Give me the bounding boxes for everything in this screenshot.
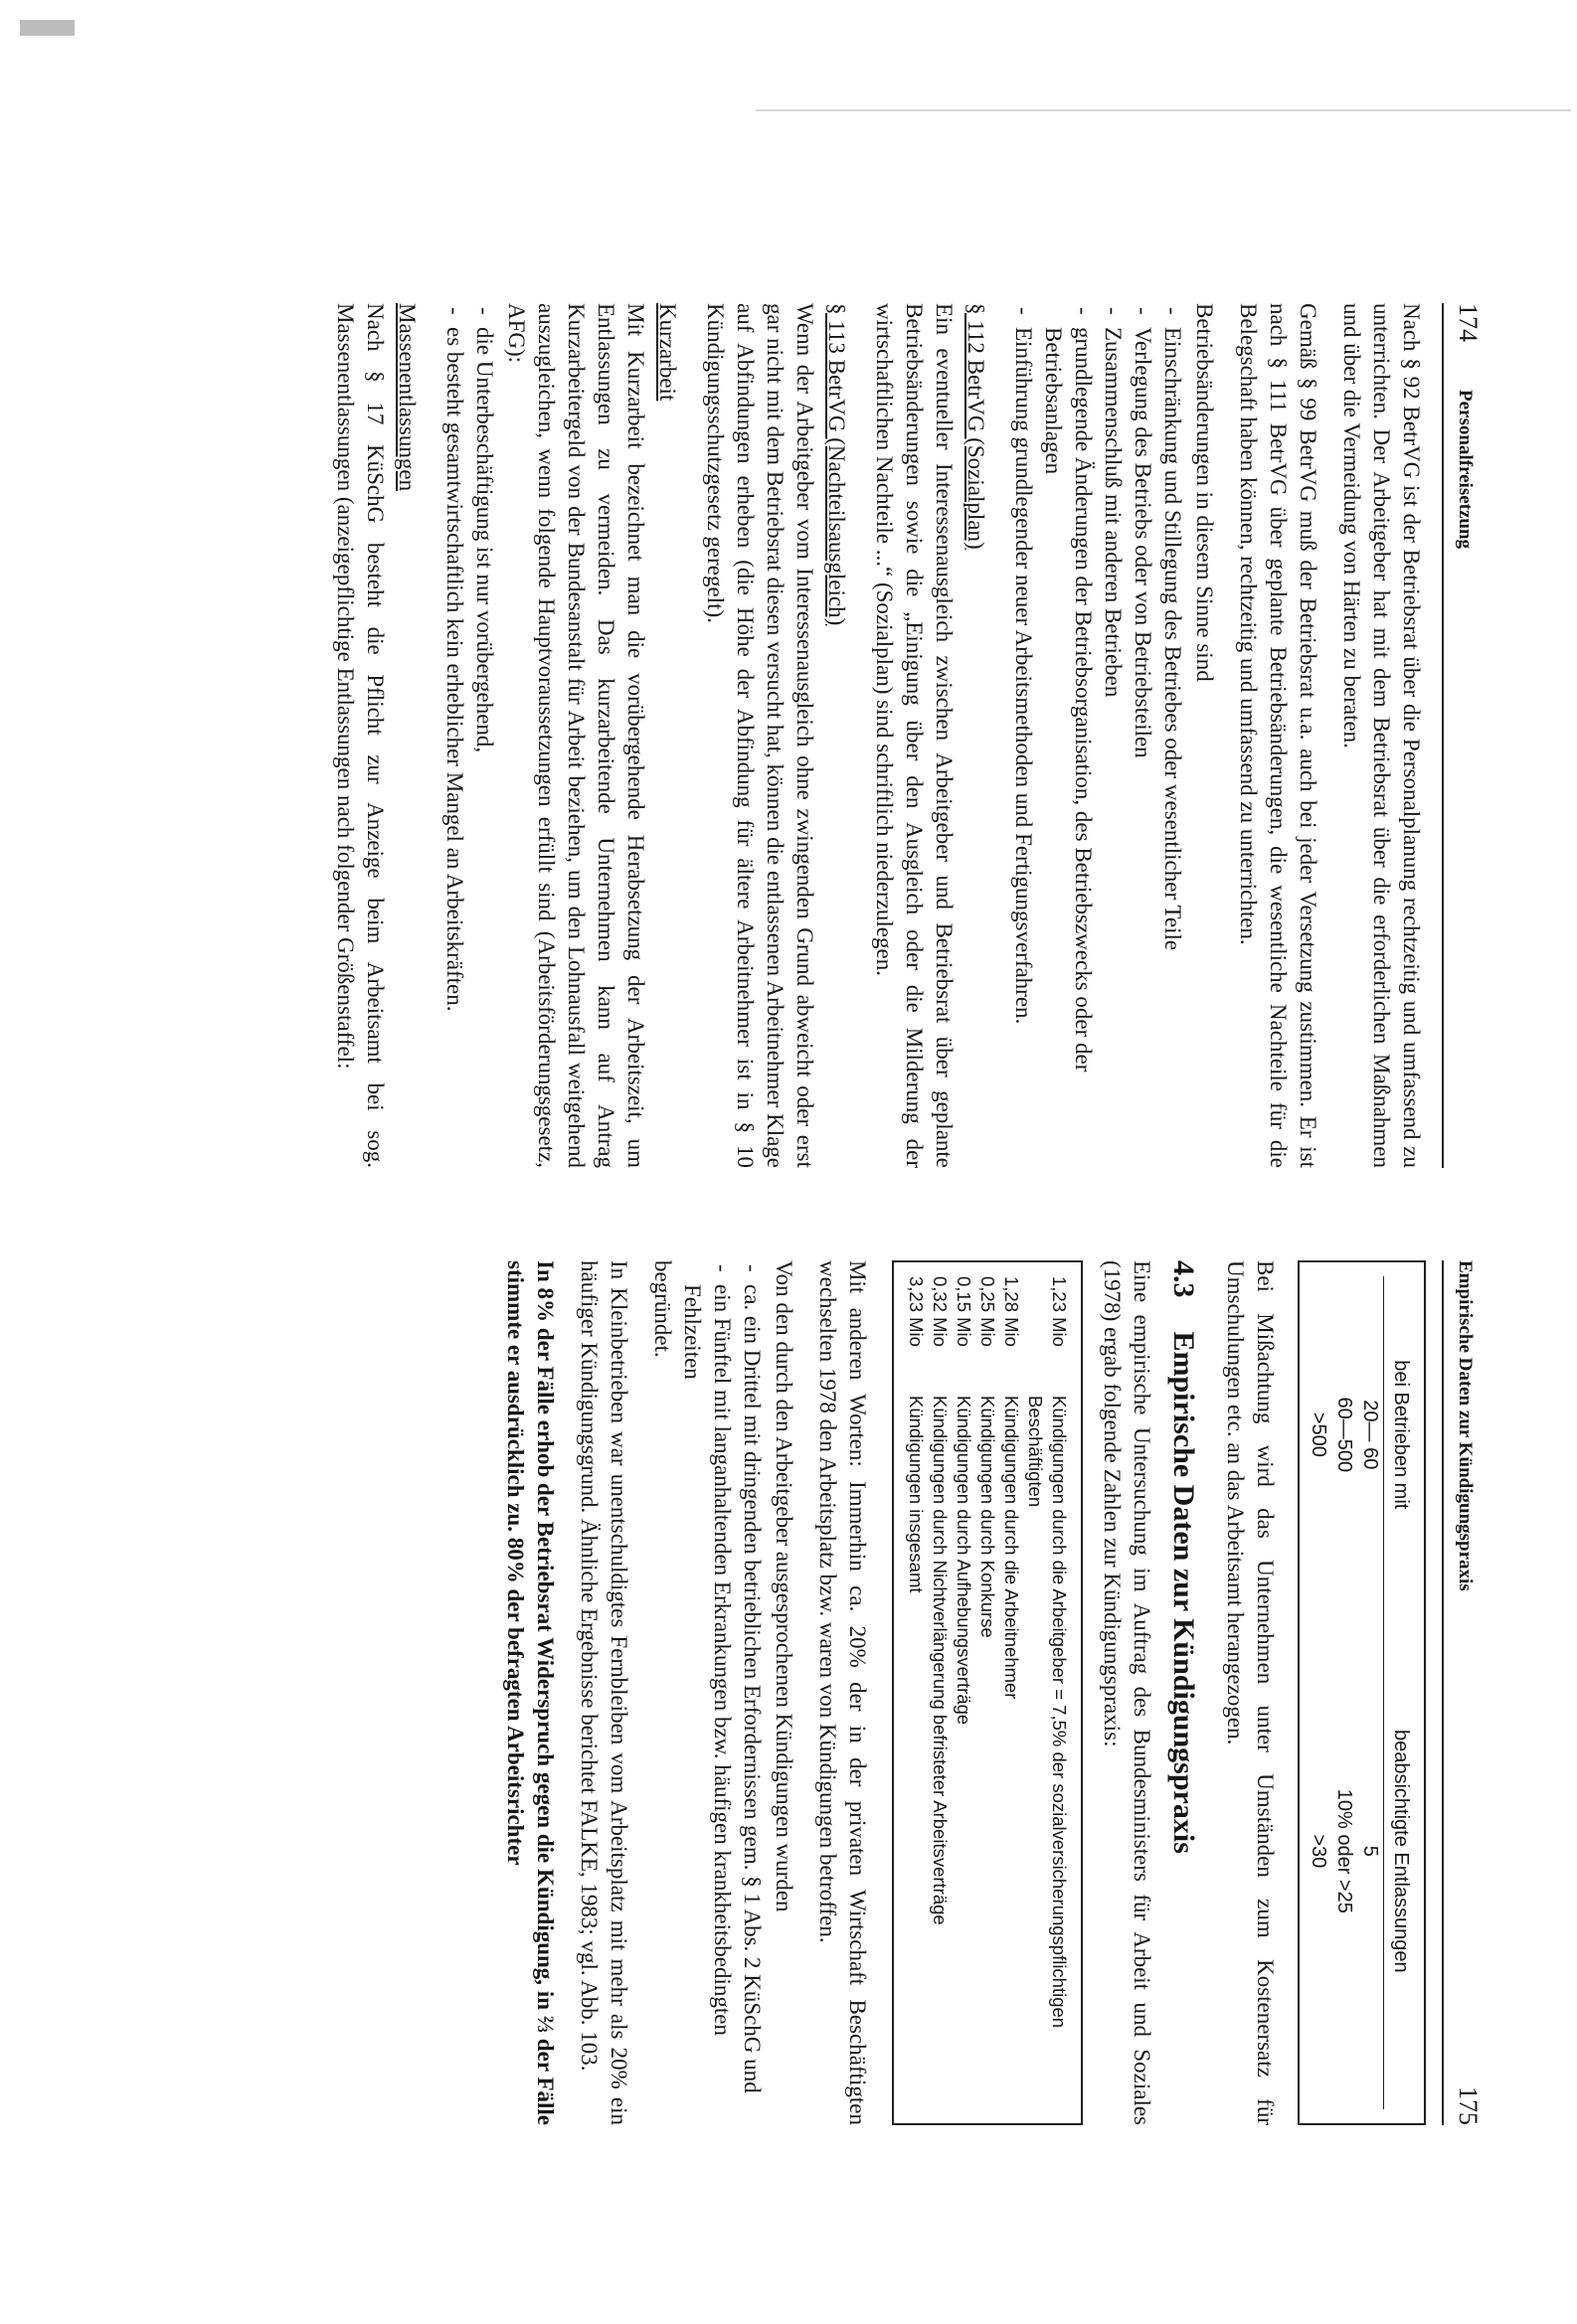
stat-value: 1,28 Mio — [1001, 1276, 1022, 1347]
paragraph: Bei Mißachtung wird das Unternehmen unter Umständen zum Kostenersatz für Umschulungen etc. an das Arbeitsamt herangezogen. — [1223, 1260, 1278, 2125]
table-cell: >500 — [1308, 1411, 1329, 1457]
paragraph: In Kleinbetrieben war unentschuldigtes Fernbleiben vom Arbeitsplatz mit mehr als 20% ein häufiger Kündigungsgrund. Ähnliche Ergebnisse berichtet FALKE, 1983; vgl. Abb. 103. — [577, 1260, 631, 2125]
paragraph: Mit Kurzarbeit bezeichnet man die vorübergehende Herabsetzung der Arbeitszeit, um Entlassungen zu vermeiden. Das kurzarbeitende Unternehmen kann auf Antrag Kurzarbeitergeld von der Bundesanstalt für Arbeit beziehen, um den Lohnausfall weitgehend auszugleichen, wenn folgende Hauptvoraussetzungen erfüllt sind (Arbeitsförderungsgesetz, AFG): — [504, 303, 648, 1168]
stat-text: Kündigungen durch Konkurse — [977, 1396, 998, 1638]
list-item: - Zusammenschluß mit anderen Betrieben — [1098, 303, 1128, 1168]
table-cell: >30 — [1308, 1834, 1329, 1869]
list-item: - Verlegung des Betriebs oder von Betriebsteilen — [1128, 303, 1157, 1168]
stat-value: 0,15 Mio — [954, 1276, 974, 1347]
page-number: 174 — [1454, 303, 1483, 342]
groessenstaffel-table — [1306, 1276, 1418, 2109]
paragraph: begründet. — [650, 1260, 675, 1358]
stat-text: Kündigungen insgesamt — [906, 1396, 927, 1593]
list-item: - ein Fünftel mit langanhaltenden Erkrankungen bzw. häufigen krankheitsbedingten Fehlzeiten — [677, 1260, 737, 2125]
running-head: Personalfreisetzung — [1455, 390, 1476, 550]
stat-text: Kündigungen durch Aufhebungsverträge — [954, 1396, 974, 1726]
paragraph: Nach § 92 BetrVG ist der Betriebsrat über die Personalplanung rechtzeitig und umfassend zu unterrichten. Der Arbeitgeber hat mit dem Betriebsrat über die erforderlichen Maßnahmen und über die Vermeidung von Härten zu beraten. — [1339, 303, 1424, 1168]
table-row — [1306, 1276, 1331, 2109]
page-header — [1442, 1260, 1483, 2125]
groessenstaffel-table-box — [1298, 1260, 1426, 2125]
paragraph: Mit anderen Worten: Immerhin ca. 20% der in der privaten Wirtschaft Beschäftigten wechselten 1978 den Arbeitsplatz bzw. waren von Kündigungen betroffen. — [815, 1260, 870, 2125]
betriebsaenderungen-list — [1008, 303, 1187, 1168]
section-title — [1168, 1260, 1198, 2125]
paragraph: Gemäß § 99 BetrVG muß der Betriebsrat u.a. auch bei jeder Versetzung zustimmen. Er ist nach § 111 BetrVG über geplante Betriebsänderungen, die wesentliche Nachteile für die Belegschaft haben können, rechtzeitig und umfassend zu unterrichten. — [1236, 303, 1320, 1168]
list-item: - Einschränkung und Stillegung des Betriebes oder wesentlicher Teile — [1157, 303, 1187, 1168]
kurzarbeit-list — [439, 303, 499, 1168]
paragraph: Wenn der Arbeitgeber vom Interessenausgleich ohne zwingenden Grund abweicht oder erst gar nicht mit dem Betriebsrat diesen versucht hat, können die entlassenen Arbeitnehmer Klage auf Abfindungen erheben (die Höhe der Abfindung für ältere Arbeitnehmer ist in § 10 Kündigungsschutzgesetz geregelt). — [703, 303, 817, 1168]
table-cell: 5 — [1359, 1845, 1381, 1857]
page-174 — [316, 303, 1577, 1168]
paragraph: In 8% der Fälle erhob der Betriebsrat Widerspruch gegen die Kündigung, in ⅔ der Fälle stimmte er ausdrücklich zu. 80% der befragten Arbeitsrichter — [503, 1260, 558, 2125]
list-item: - grundlegende Änderungen der Betriebsorganisation, des Betriebszwecks oder der Betriebsanlagen — [1038, 303, 1098, 1168]
stat-row — [999, 1276, 1023, 2109]
table-cell: 60—500 — [1333, 1397, 1355, 1473]
paragraph: Eine empirische Untersuchung im Auftrag des Bundesministers für Arbeit und Soziales (1978) ergab folgende Zahlen zur Kündigungspraxis: — [1100, 1260, 1154, 2125]
stat-text: Kündigungen durch die Arbeitgeber = 7,5% der sozialversicherungspflichtigen Beschäftigten — [1025, 1396, 1070, 2029]
section-heading-massenentlassungen: Massenentlassungen — [395, 303, 420, 492]
stat-row — [1023, 1276, 1071, 2109]
stat-value: 3,23 Mio — [906, 1276, 927, 1347]
table-header: beabsichtigte Entlassungen — [1384, 1593, 1419, 2109]
kuendigungen-stats-box — [892, 1260, 1083, 2125]
stat-text: Kündigungen durch Nichtverlängerung befristeter Arbeitsverträge — [930, 1396, 951, 1925]
table-header: bei Betrieben mit — [1384, 1276, 1419, 1593]
paragraph: Nach § 17 KüSchG besteht die Pflicht zur Anzeige beim Arbeitsamt bei sog. Massenentlassungen (anzeigepflichtige Entlassungen nach folgender Größenstaffel: — [333, 303, 388, 1168]
running-head: Empirische Daten zur Kündigungspraxis — [1455, 1260, 1476, 1591]
list-item: - Einführung grundlegender neuer Arbeitsmethoden und Fertigungsverfahren. — [1008, 303, 1038, 1168]
list-intro: Betriebsänderungen in diesem Sinne sind — [1192, 303, 1217, 682]
table-row — [1331, 1276, 1357, 2109]
table-cell: 20— 60 — [1359, 1400, 1381, 1470]
list-item: - ca. ein Drittel mit dringenden betrieblichen Erfordernissen gem. § 1 Abs. 2 KüSchG und — [737, 1260, 767, 2125]
section-number: 4.3 — [1167, 1260, 1200, 1298]
paragraph: Von den durch den Arbeitgeber ausgesprochenen Kündigungen wurden — [772, 1260, 796, 1912]
page-number: 175 — [1454, 2086, 1483, 2125]
stat-text: Kündigungen durch die Arbeitnehmer — [1001, 1396, 1022, 1700]
table-cell: 10% oder >25 — [1333, 1788, 1355, 1913]
reasons-list — [677, 1260, 767, 2125]
paragraph: Ein eventueller Interessenausgleich zwischen Arbeitgeber und Betriebsrat über geplante Betriebsänderungen sowie die „Einigung über den Ausgleich oder die Milderung der wirtschaftlichen Nachteile ...“ (Sozialplan) sind schriftlich niederzulegen. — [872, 303, 957, 1168]
list-item: - es besteht gesamtwirtschaftlich kein erheblicher Mangel an Arbeitskräften. — [439, 303, 469, 1168]
stat-value: 0,25 Mio — [977, 1276, 998, 1347]
section-heading-nachteilsausgleich: § 113 BetrVG (Nachteilsausgleich) — [824, 303, 849, 626]
stat-row — [904, 1276, 928, 2109]
stat-row — [975, 1276, 999, 2109]
page-header — [1442, 303, 1483, 1168]
stat-row — [952, 1276, 975, 2109]
list-item: - die Unterbeschäftigung ist nur vorübergehend, — [469, 303, 499, 1168]
table-row — [1357, 1276, 1384, 2109]
stat-row — [928, 1276, 952, 2109]
page-175 — [486, 1260, 1577, 2125]
section-heading-kurzarbeit: Kurzarbeit — [655, 303, 680, 402]
section-title-text: Empirische Daten zur Kündigungspraxis — [1167, 1331, 1200, 1854]
stat-value: 0,32 Mio — [930, 1276, 951, 1347]
section-heading-sozialplan: § 112 BetrVG (Sozialplan) — [964, 303, 988, 550]
stat-value: 1,23 Mio — [1049, 1276, 1070, 1347]
